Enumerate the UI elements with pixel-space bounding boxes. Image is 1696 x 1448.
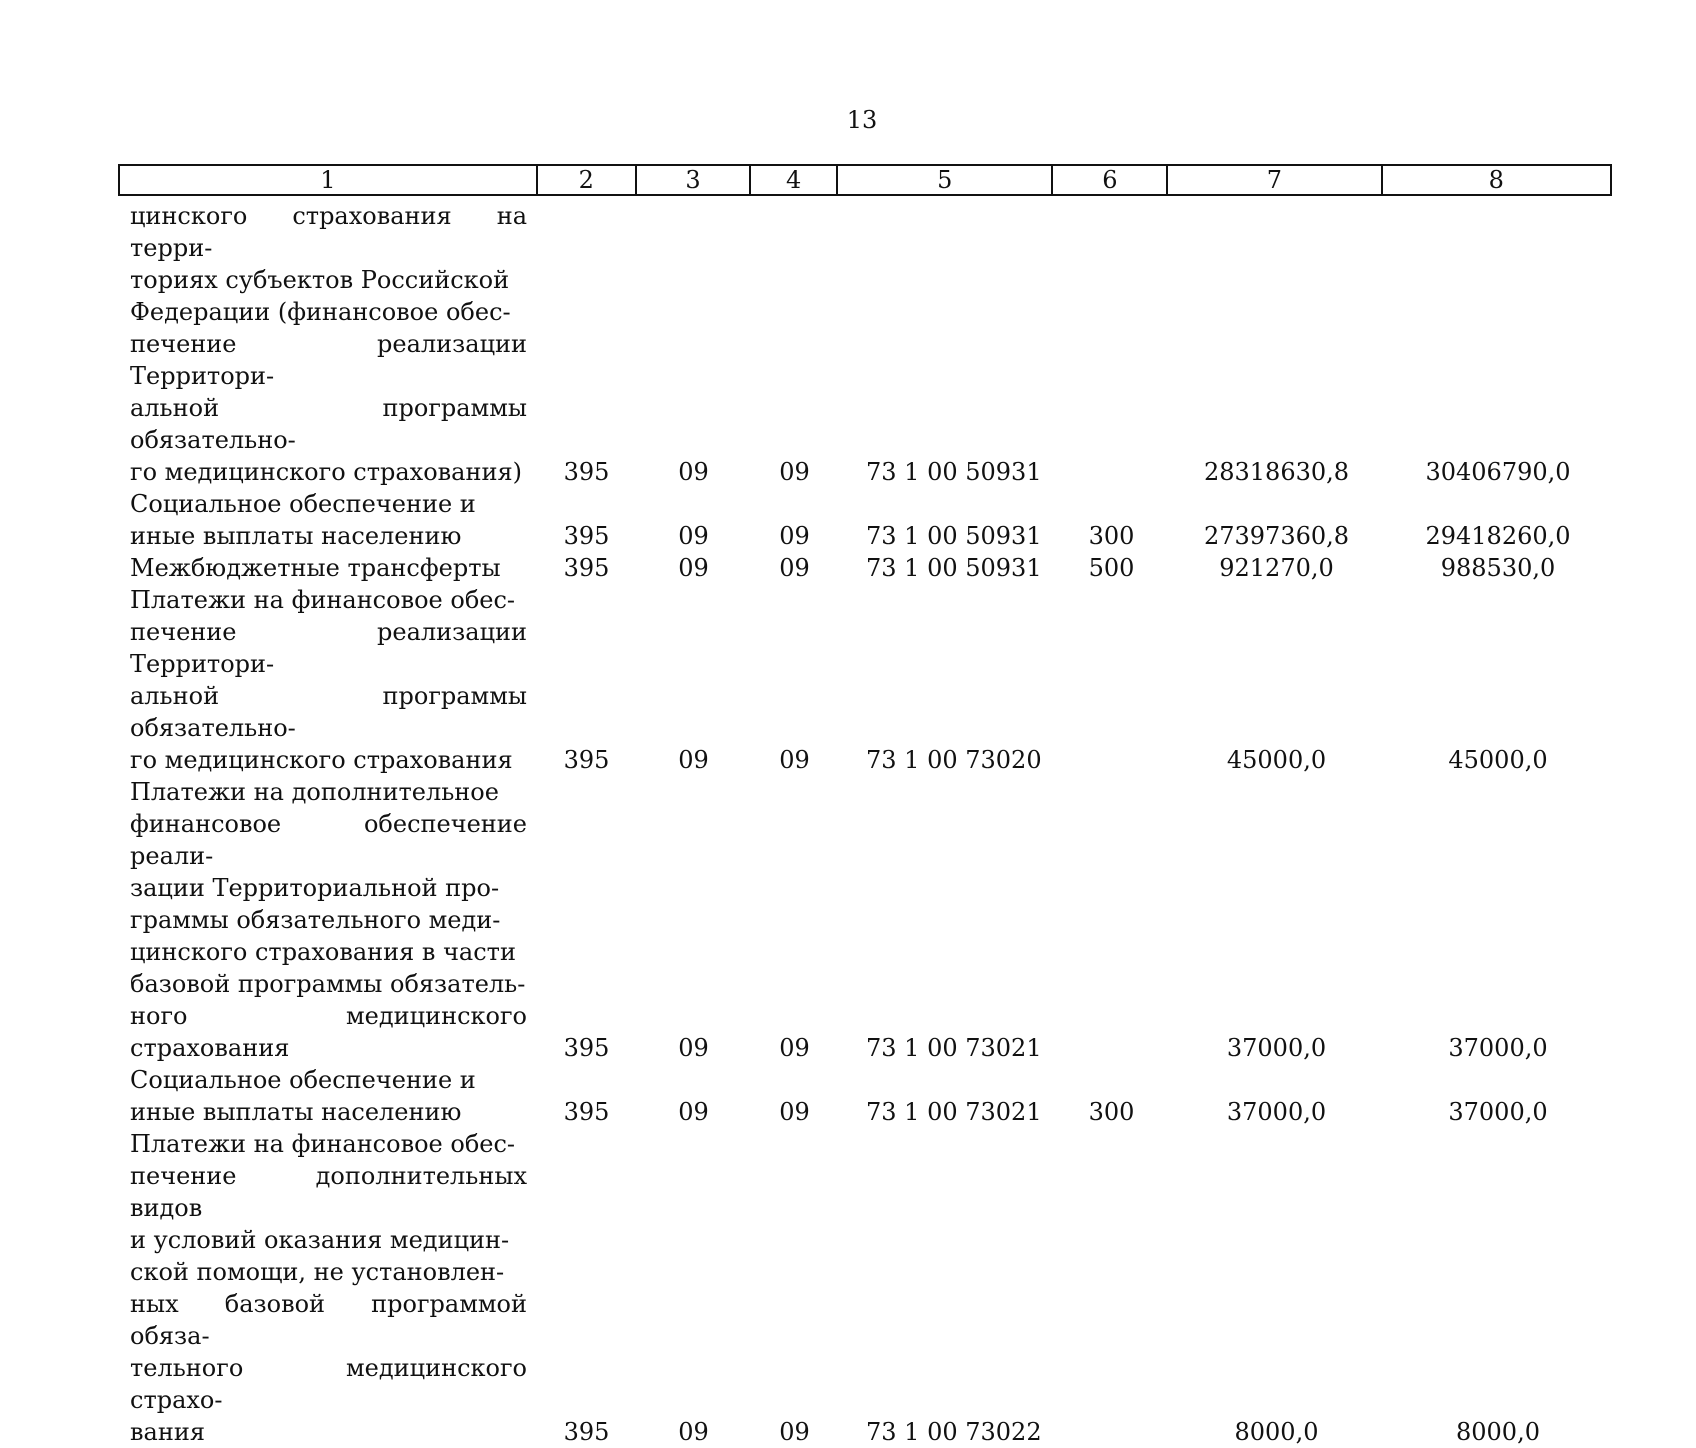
cell-subsection: 09 (779, 522, 810, 550)
cell-target-article: 73 1 00 50931 (866, 522, 1042, 550)
cell-subsection: 09 (779, 746, 810, 774)
cell-target-article: 73 1 00 73020 (866, 746, 1042, 774)
description-line: цинского страхования на терри- (130, 202, 527, 262)
cell-target-article: 73 1 00 73021 (866, 1098, 1042, 1126)
description-line: Платежи на дополнительное (130, 778, 499, 806)
description-line: печение реализации Территори- (130, 330, 527, 390)
description-line: альной программы обязательно- (130, 682, 527, 742)
table-row (118, 552, 1612, 584)
table-row (118, 776, 1612, 1064)
cell-subsection: 09 (779, 1098, 810, 1126)
description-line: ных базовой программой обяза- (130, 1290, 527, 1350)
cell-amount-year-1: 921270,0 (1219, 554, 1334, 582)
description-line: Социальное обеспечение и (130, 1066, 476, 1094)
description-line: иные выплаты населению (130, 522, 462, 550)
description-line: Платежи на финансовое обес- (130, 586, 516, 614)
cell-ministry: 395 (563, 1418, 610, 1446)
cell-ministry: 395 (563, 746, 610, 774)
header-col-8: 8 (1488, 166, 1504, 194)
description-line: вания (130, 1418, 205, 1446)
cell-expense-type: 300 (1088, 522, 1135, 550)
cell-expense-type: 300 (1088, 1098, 1135, 1126)
cell-section: 09 (678, 1034, 709, 1062)
cell-subsection: 09 (779, 458, 810, 486)
cell-description (118, 1128, 537, 1448)
cell-subsection: 09 (779, 554, 810, 582)
cell-amount-year-2: 37000,0 (1448, 1098, 1548, 1126)
header-col-6: 6 (1053, 166, 1168, 194)
cell-ministry: 395 (563, 522, 610, 550)
description-line: печение реализации Территори- (130, 618, 527, 678)
description-line: печение дополнительных видов (130, 1162, 527, 1222)
cell-section: 09 (678, 1098, 709, 1126)
cell-ministry: 395 (563, 458, 610, 486)
description-line: го медицинского страхования) (130, 458, 522, 486)
description-line: финансовое обеспечение реали- (130, 810, 527, 870)
description-line: Платежи на финансовое обес- (130, 1130, 516, 1158)
cell-expense-type: 500 (1088, 554, 1135, 582)
cell-description (118, 200, 537, 488)
cell-section: 09 (678, 746, 709, 774)
description-line: Федерации (финансовое обес- (130, 298, 511, 326)
cell-ministry: 395 (563, 1034, 610, 1062)
page-number: 13 (846, 106, 878, 134)
cell-amount-year-1: 28318630,8 (1203, 458, 1350, 486)
cell-subsection: 09 (779, 1418, 810, 1446)
cell-description (118, 584, 537, 776)
description-line: базовой программы обязатель- (130, 970, 526, 998)
description-line: тельного медицинского страхо- (130, 1354, 527, 1414)
description-line: Социальное обеспечение и (130, 490, 476, 518)
table-body (118, 200, 1612, 1448)
cell-ministry: 395 (563, 554, 610, 582)
cell-section: 09 (678, 554, 709, 582)
cell-amount-year-1: 27397360,8 (1203, 522, 1350, 550)
description-line: и условий оказания медицин- (130, 1226, 510, 1254)
cell-amount-year-1: 45000,0 (1226, 746, 1327, 774)
cell-amount-year-2: 37000,0 (1448, 1034, 1548, 1062)
header-col-4: 4 (751, 166, 838, 194)
table-header (118, 164, 1612, 196)
description-line: цинского страхования в части (130, 938, 516, 966)
header-col-1: 1 (120, 166, 538, 194)
description-line: ного медицинского страхования (130, 1002, 527, 1062)
table-row (118, 488, 1612, 552)
description-line: иные выплаты населению (130, 1098, 462, 1126)
cell-amount-year-2: 29418260,0 (1425, 522, 1571, 550)
description-line: Межбюджетные трансферты (130, 554, 501, 582)
table-row (118, 1128, 1612, 1448)
cell-section: 09 (678, 1418, 709, 1446)
cell-amount-year-1: 37000,0 (1226, 1034, 1327, 1062)
cell-amount-year-1: 8000,0 (1234, 1418, 1319, 1446)
table-row (118, 584, 1612, 776)
cell-section: 09 (678, 522, 709, 550)
cell-amount-year-2: 988530,0 (1440, 554, 1556, 582)
cell-description (118, 552, 537, 584)
cell-description (118, 776, 537, 1064)
table-row (118, 200, 1612, 488)
cell-description (118, 1064, 537, 1128)
header-col-3: 3 (637, 166, 752, 194)
cell-target-article: 73 1 00 73021 (866, 1034, 1042, 1062)
description-line: го медицинского страхования (130, 746, 513, 774)
description-line: зации Территориальной про- (130, 874, 500, 902)
description-line: альной программы обязательно- (130, 394, 527, 454)
header-col-5: 5 (838, 166, 1053, 194)
table-row (118, 1064, 1612, 1128)
cell-target-article: 73 1 00 50931 (866, 554, 1042, 582)
cell-target-article: 73 1 00 73022 (866, 1418, 1042, 1446)
cell-description (118, 488, 537, 552)
description-line: ской помощи, не установлен- (130, 1258, 505, 1286)
cell-amount-year-2: 30406790,0 (1425, 458, 1571, 486)
description-line: ториях субъектов Российской (130, 266, 510, 294)
header-col-7: 7 (1168, 166, 1382, 194)
cell-amount-year-2: 8000,0 (1456, 1418, 1540, 1446)
cell-target-article: 73 1 00 50931 (866, 458, 1042, 486)
cell-amount-year-2: 45000,0 (1448, 746, 1548, 774)
cell-amount-year-1: 37000,0 (1226, 1098, 1327, 1126)
cell-ministry: 395 (563, 1098, 610, 1126)
cell-subsection: 09 (779, 1034, 810, 1062)
cell-section: 09 (678, 458, 709, 486)
header-col-2: 2 (538, 166, 637, 194)
description-line: граммы обязательного меди- (130, 906, 501, 934)
